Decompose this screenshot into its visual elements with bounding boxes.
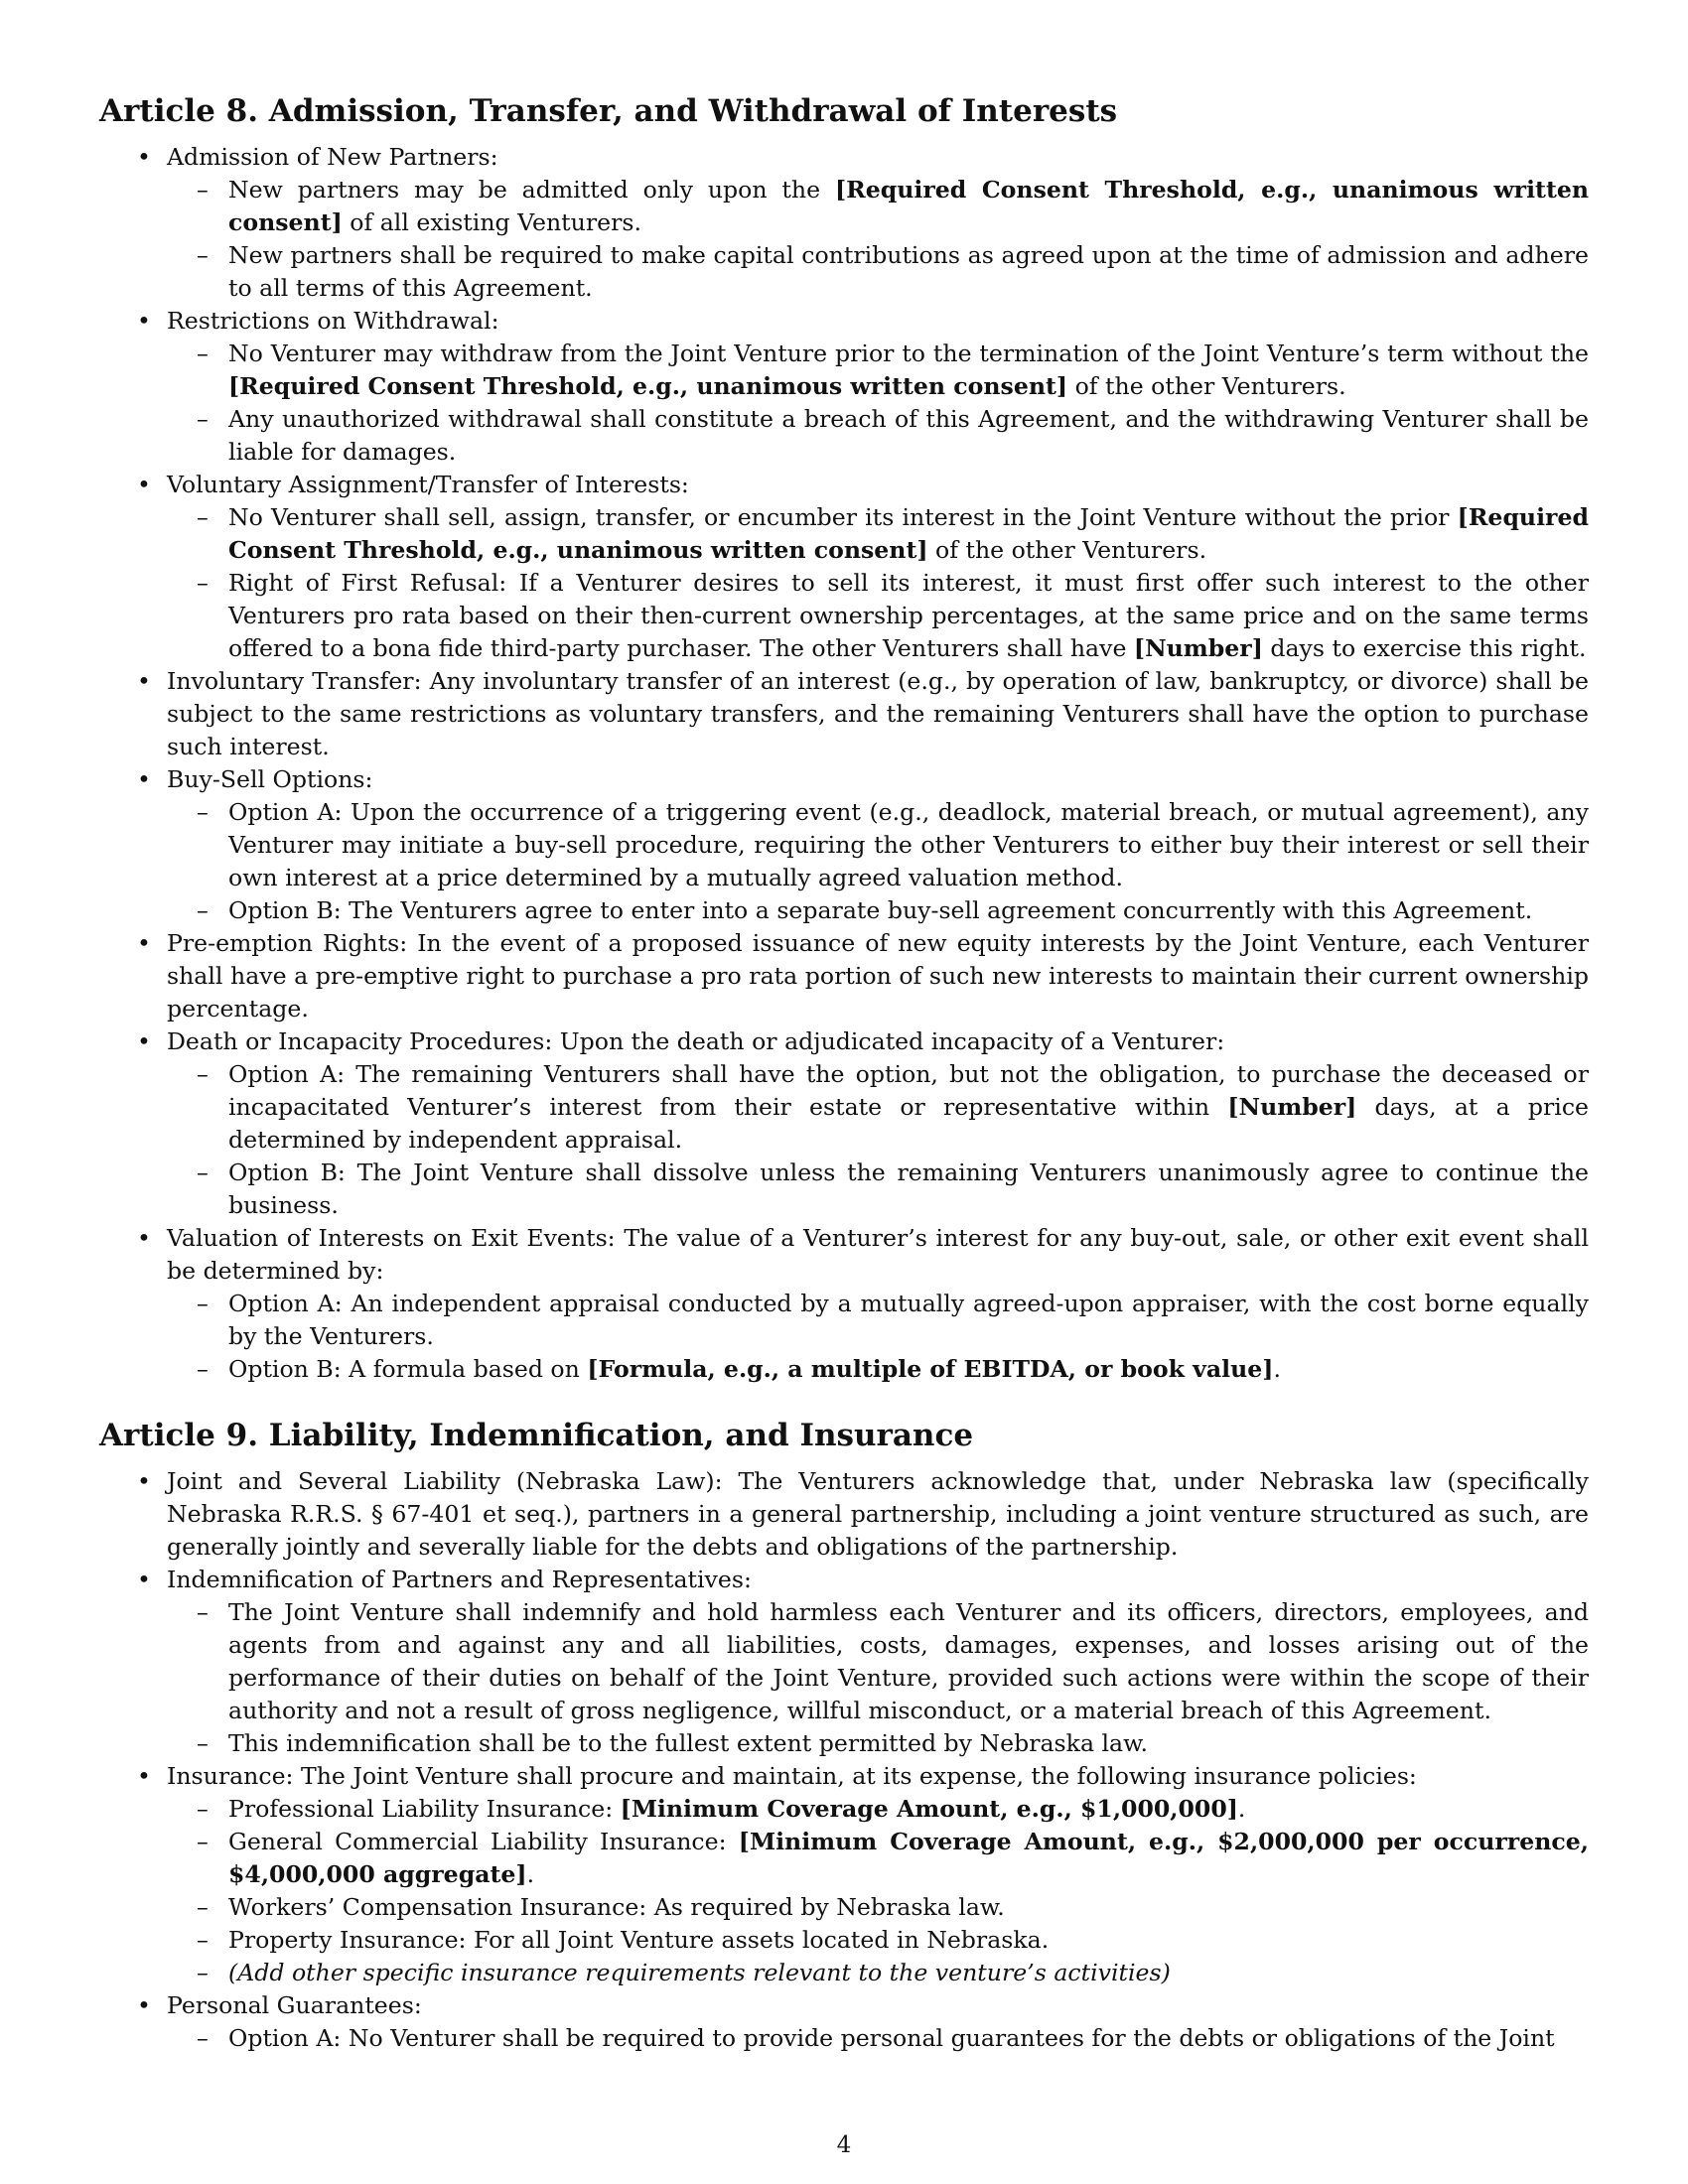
list-item: – Option B: The Joint Venture shall dissolve unless the remaining Venturers unanimously agree to continue the business. [167,1157,1589,1222]
list-item [167,1353,1589,1386]
list-item [167,338,1589,403]
placeholder-text: [Required Consent Threshold, e.g., unanimous written consent] [228,503,1589,564]
admission-label: Admission of New Partners: [167,143,498,171]
sub-list [167,501,1589,665]
placeholder-text: [Minimum Coverage Amount, e.g., $2,000,000 per occurrence, $4,000,000 aggregate] [228,1828,1589,1888]
clause-text: days to exercise this right. [1262,634,1587,662]
clause-text: of the other Venturers. [927,536,1207,564]
page-number: 4 [836,2132,852,2158]
list-item [167,174,1589,239]
list-item: – Option A: No Venturer shall be required to provide personal guarantees for the debts or obligations of the Joint [167,2022,1589,2055]
clause-text: Option A: The remaining Venturers shall have the option, but not the obligation, to purchase the deceased or incapacitated Venturer’s interest from their estate or representative within [228,1060,1589,1121]
sub-list [167,338,1589,469]
list-item [167,567,1589,665]
insurance-label: Insurance: The Joint Venture shall procure and maintain, at its expense, the following insurance policies: [167,1762,1417,1790]
list-item [99,469,1589,665]
clause-text: days, at a price determined by independent appraisal. [228,1093,1589,1154]
sub-list [167,1288,1589,1386]
list-item: – Option A: Upon the occurrence of a triggering event (e.g., deadlock, material breach, or mutual agreement), any Venturer may initiate a buy-sell procedure, requiring the other Venturers to either buy their interest or sell their own interest at a price determined by a mutually agreed valuation method. [167,796,1589,894]
clause-text: . [526,1860,535,1888]
list-item: – Option A: An independent appraisal conducted by a mutually agreed-upon appraiser, with the cost borne equally by the Venturers. [167,1288,1589,1353]
list-item [167,1826,1589,1891]
placeholder-text: [Formula, e.g., a multiple of EBITDA, or book value] [587,1355,1274,1383]
sub-list [167,1596,1589,1760]
article-8-heading: Article 8. Admission, Transfer, and Withdrawal of Interests [99,93,1118,129]
list-item: – The Joint Venture shall indemnify and hold harmless each Venturer and its officers, directors, employees, and agents from and against any and all liabilities, costs, damages, expenses, and losses arising out of the performance of their duties on behalf of the Joint Venture, provided such actions were within the scope of their authority and not a result of gross negligence, willful misconduct, or a material breach of this Agreement. [167,1596,1589,1727]
list-item [167,1058,1589,1157]
list-item [99,305,1589,469]
clause-text: Professional Liability Insurance: [228,1795,621,1823]
guarantees-label: Personal Guarantees: [167,1991,422,2019]
sub-list [167,796,1589,927]
list-item: • Pre-emption Rights: In the event of a proposed issuance of new equity interests by the Joint Venture, each Venturer shall have a pre-emptive right to purchase a pro rata portion of such new interests to maintain their current ownership percentage. [99,927,1589,1025]
list-item [167,501,1589,567]
list-item: – Any unauthorized withdrawal shall constitute a breach of this Agreement, and the withdrawing Venturer shall be liable for damages. [167,403,1589,469]
death-label: Death or Incapacity Procedures: Upon the death or adjudicated incapacity of a Venturer: [167,1027,1225,1055]
list-item [167,1793,1589,1826]
list-item: – Property Insurance: For all Joint Venture assets located in Nebraska. [167,1924,1589,1957]
placeholder-text: [Number] [1133,634,1263,662]
indemnification-label: Indemnification of Partners and Representatives: [167,1566,752,1593]
clause-text: New partners may be admitted only upon the [228,176,835,204]
list-item [99,1222,1589,1386]
sub-list [167,1793,1589,1989]
list-item: – (Add other specific insurance requirements relevant to the venture’s activities) [167,1957,1589,1989]
list-item [99,1564,1589,1760]
clause-text: No Venturer may withdraw from the Joint Venture prior to the termination of the Joint Venture’s term without the [228,340,1589,367]
list-item: – Workers’ Compensation Insurance: As required by Nebraska law. [167,1891,1589,1924]
list-item [99,1025,1589,1222]
clause-text: of the other Venturers. [1067,372,1346,400]
list-item: – This indemnification shall be to the fullest extent permitted by Nebraska law. [167,1727,1589,1760]
article-9-heading: Article 9. Liability, Indemnification, and Insurance [99,1418,974,1453]
clause-text: . [1273,1355,1281,1383]
buysell-label: Buy-Sell Options: [167,765,373,793]
article-8-list [99,141,1589,1386]
list-item: – New partners shall be required to make capital contributions as agreed upon at the time of admission and adhere to all terms of this Agreement. [167,239,1589,305]
placeholder-text: [Minimum Coverage Amount, e.g., $1,000,000] [620,1795,1238,1823]
valuation-label: Valuation of Interests on Exit Events: The value of a Venturer’s interest for any buy-out, sale, or other exit event shall be determined by: [167,1224,1589,1285]
list-item [99,1989,1589,2055]
list-item [99,1760,1589,1989]
list-item [99,763,1589,927]
sub-list [167,174,1589,305]
sub-list [167,1058,1589,1222]
clause-text: of all existing Venturers. [342,208,641,236]
placeholder-text: [Required Consent Threshold, e.g., unanimous written consent] [228,176,1590,236]
list-item: – Option B: The Venturers agree to enter into a separate buy-sell agreement concurrently with this Agreement. [167,894,1589,927]
clause-text: . [1237,1795,1246,1823]
voluntary-label: Voluntary Assignment/Transfer of Interests: [167,471,689,498]
placeholder-text: [Number] [1227,1093,1357,1121]
sub-list [167,2022,1589,2055]
clause-text: General Commercial Liability Insurance: [228,1828,739,1855]
article-9-list [99,1465,1589,2055]
list-item: • Joint and Several Liability (Nebraska Law): The Venturers acknowledge that, under Nebraska law (specifically Nebraska R.R.S. § 67-401 et seq.), partners in a general partnership, including a joint venture structured as such, are generally jointly and severally liable for the debts and obligations of the partnership. [99,1465,1589,1564]
withdrawal-label: Restrictions on Withdrawal: [167,307,499,335]
clause-text: Right of First Refusal: If a Venturer desires to sell its interest, it must first offer such interest to the other Venturers pro rata based on their then-current ownership percentages, at the same price and on the same terms offered to a bona fide third-party purchaser. The other Venturers shall have [228,569,1589,662]
list-item: • Involuntary Transfer: Any involuntary transfer of an interest (e.g., by operation of law, bankruptcy, or divorce) shall be subject to the same restrictions as voluntary transfers, and the remaining Venturers shall have the option to purchase such interest. [99,665,1589,763]
list-item [99,141,1589,305]
clause-text: Option B: A formula based on [228,1355,588,1383]
placeholder-text: [Required Consent Threshold, e.g., unanimous written consent] [228,372,1068,400]
clause-text: No Venturer shall sell, assign, transfer, or encumber its interest in the Joint Venture without the prior [228,503,1458,531]
document-page [99,91,1589,2055]
